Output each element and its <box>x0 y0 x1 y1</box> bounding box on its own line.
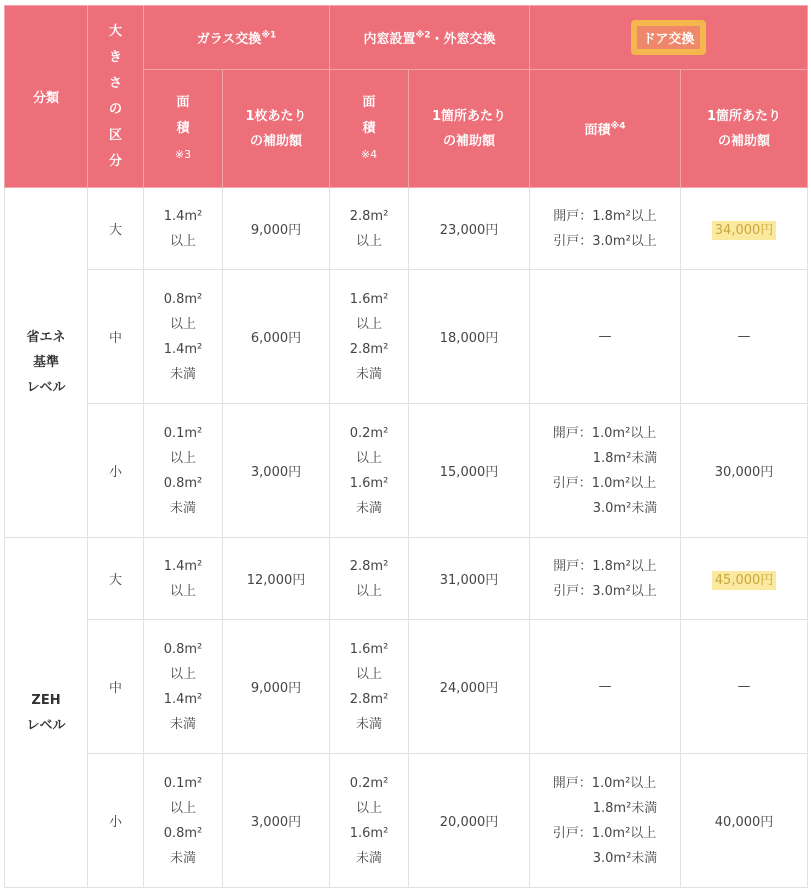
highlighted-amount: 45,000円 <box>712 571 777 590</box>
size-cell: 小 <box>88 754 144 888</box>
window-amount-cell: 31,000円 <box>409 538 530 620</box>
header-glass-area: 面 積 ※3 <box>144 70 223 188</box>
window-amount-cell: 20,000円 <box>409 754 530 888</box>
header-window-group: 内窓設置$^{※2}$・外窓交換 <box>330 6 530 70</box>
window-amount-cell: 18,000円 <box>409 270 530 404</box>
door-area-cell: — <box>530 620 681 754</box>
door-area-cell: — <box>530 270 681 404</box>
glass-amount-cell: 6,000円 <box>223 270 330 404</box>
table-row <box>5 620 808 754</box>
header-glass-group: ガラス交換$^{※1}$ <box>144 6 330 70</box>
window-area-cell: 1.6m² 以上 2.8m² 未満 <box>330 270 409 404</box>
category-energy-saving: 省エネ 基準 レベル <box>5 188 88 538</box>
window-amount-cell: 23,000円 <box>409 188 530 270</box>
glass-area-cell: 0.1m² 以上 0.8m² 未満 <box>144 754 223 888</box>
door-amount-cell: — <box>681 620 808 754</box>
size-cell: 中 <box>88 270 144 404</box>
size-cell: 小 <box>88 404 144 538</box>
size-cell: 大 <box>88 188 144 270</box>
category-zeh: ZEH レベル <box>5 538 88 888</box>
window-amount-cell: 24,000円 <box>409 620 530 754</box>
door-amount-cell: 40,000円 <box>681 754 808 888</box>
header-glass-amount: 1枚あたり の補助額 <box>223 70 330 188</box>
door-area-cell: 開戸：1.8m²以上 引戸：3.0m²以上 <box>530 188 681 270</box>
window-amount-cell: 15,000円 <box>409 404 530 538</box>
glass-area-cell: 0.8m² 以上 1.4m² 未満 <box>144 620 223 754</box>
glass-amount-cell: 3,000円 <box>223 754 330 888</box>
glass-area-cell: 1.4m² 以上 <box>144 538 223 620</box>
window-area-cell: 2.8m² 以上 <box>330 538 409 620</box>
table-row <box>5 754 808 888</box>
window-area-cell: 2.8m² 以上 <box>330 188 409 270</box>
window-area-cell: 0.2m² 以上 1.6m² 未満 <box>330 754 409 888</box>
table-row <box>5 404 808 538</box>
header-window-area: 面 積 ※4 <box>330 70 409 188</box>
header-door-group <box>530 6 808 70</box>
glass-amount-cell: 12,000円 <box>223 538 330 620</box>
window-area-cell: 0.2m² 以上 1.6m² 未満 <box>330 404 409 538</box>
subsidy-table <box>4 5 808 888</box>
glass-area-cell: 0.8m² 以上 1.4m² 未満 <box>144 270 223 404</box>
header-size-class: 大 き さ の 区 分 <box>88 6 144 188</box>
glass-amount-cell: 3,000円 <box>223 404 330 538</box>
door-area-cell: 開戸：1.0m²以上 1.8m²未満 引戸：1.0m²以上 3.0m²未満 <box>530 404 681 538</box>
highlighted-amount: 34,000円 <box>712 221 777 240</box>
table-row <box>5 270 808 404</box>
door-area-cell: 開戸：1.8m²以上 引戸：3.0m²以上 <box>530 538 681 620</box>
glass-area-cell: 0.1m² 以上 0.8m² 未満 <box>144 404 223 538</box>
door-amount-cell <box>681 538 808 620</box>
door-amount-cell <box>681 188 808 270</box>
glass-amount-cell: 9,000円 <box>223 188 330 270</box>
header-door-amount: 1箇所あたり の補助額 <box>681 70 808 188</box>
header-category: 分類 <box>5 6 88 188</box>
table-row <box>5 188 808 270</box>
glass-area-cell: 1.4m² 以上 <box>144 188 223 270</box>
size-cell: 大 <box>88 538 144 620</box>
door-amount-cell: — <box>681 270 808 404</box>
door-highlight-box: ドア交換 <box>631 20 707 55</box>
header-door-area: 面積$^{※4}$ <box>530 70 681 188</box>
door-area-cell: 開戸：1.0m²以上 1.8m²未満 引戸：1.0m²以上 3.0m²未満 <box>530 754 681 888</box>
header-window-amount: 1箇所あたり の補助額 <box>409 70 530 188</box>
glass-amount-cell: 9,000円 <box>223 620 330 754</box>
size-cell: 中 <box>88 620 144 754</box>
table-row <box>5 538 808 620</box>
window-area-cell: 1.6m² 以上 2.8m² 未満 <box>330 620 409 754</box>
door-amount-cell: 30,000円 <box>681 404 808 538</box>
